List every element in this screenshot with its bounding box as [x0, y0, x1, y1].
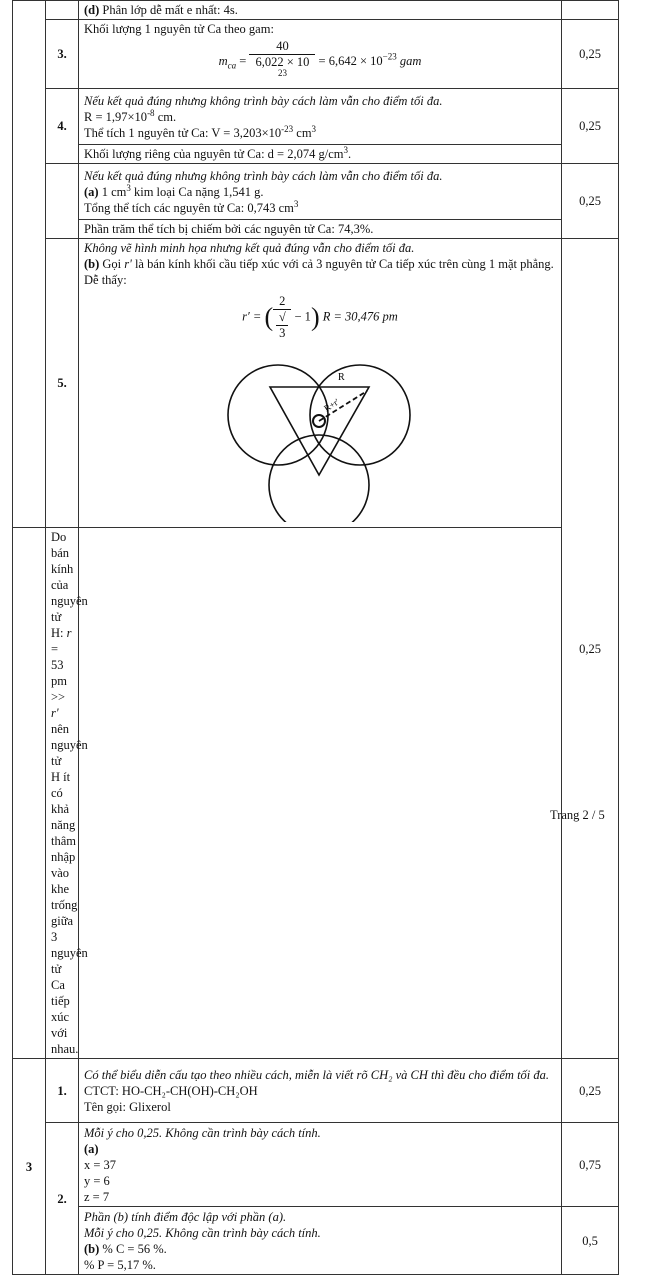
grading-note: Không vẽ hình minh họa nhưng kết quả đúng vẫn cho điểm tối đa. — [84, 241, 415, 255]
subquestion-cell — [46, 164, 79, 239]
table-row — [13, 1, 619, 20]
triangle — [270, 387, 369, 475]
subquestion-number: 4. — [46, 89, 79, 164]
answer-cell — [79, 1207, 562, 1275]
table-row — [13, 1123, 619, 1207]
table-row — [13, 1059, 619, 1123]
subquestion-number: 2. — [46, 1123, 79, 1275]
score: 0,75 — [562, 1123, 619, 1207]
fraction: 40 6,022 × 10 $^{23}$ — [249, 39, 315, 85]
answer-text: Phân lớp dễ mất e nhất: 4s. — [99, 3, 238, 17]
answer-cell: Do bán kính của nguyên tử H: r = 53 pm >> r' nên nguyên tử H ít có khả năng thâm nhập vào khe trống giữa 3 nguyên tử Ca tiếp xúc với nhau. — [46, 528, 79, 1059]
spheres-figure — [84, 343, 556, 526]
answer-text: Tổng thể tích các nguyên tử Ca: 0,743 $cm^3$ — [84, 198, 299, 215]
answer-text: (a) 1 $cm^3$ kim loại Ca nặng 1,541 g. — [84, 182, 264, 199]
subquestion-cell — [46, 1, 79, 20]
part-label: (d) — [84, 3, 100, 17]
subquestion-number: 5. — [46, 239, 79, 528]
answer-text: (b) Gọi r' là bán kính khối cầu tiếp xúc với cả 3 nguyên tử Ca tiếp xúc trên cùng 1 mặt phẳng. Dễ thấy: — [84, 257, 554, 287]
table-row — [13, 89, 619, 145]
answer-text: Tên gọi: Glixerol — [84, 1099, 171, 1114]
answer-cell — [79, 239, 562, 528]
grading-note: Có thể biểu diễn cấu tạo theo nhiều cách, miễn là viết rõ CH₂ và CH thì đều cho điểm tối đa. — [84, 1067, 550, 1082]
sphere-left — [228, 365, 328, 465]
three-spheres-diagram — [215, 347, 425, 522]
subquestion-number: 1. — [46, 1059, 79, 1123]
answer-cell — [79, 1059, 562, 1123]
grading-note: Mỗi ý cho 0,25. Không cần trình bày cách tính. — [84, 1125, 321, 1140]
subquestion-number: 3. — [46, 20, 79, 89]
answer-cell: Khối lượng riêng của nguyên tử Ca: d = 2,074 $g/cm^3$. — [79, 145, 562, 164]
table-row — [13, 145, 619, 164]
score: 0,25 — [562, 89, 619, 164]
answer-table — [12, 0, 619, 1275]
score: 0,25 — [562, 239, 619, 1059]
table-row — [13, 164, 619, 220]
table-row — [13, 528, 619, 1059]
table-row — [13, 220, 619, 239]
answer-cell — [79, 20, 562, 89]
grading-note: Nếu kết quả đúng nhưng không trình bày cách làm vẫn cho điểm tối đa. — [84, 93, 443, 108]
sphere-right — [310, 365, 410, 465]
label-r: R — [338, 372, 345, 383]
score-cell — [562, 1, 619, 20]
grading-note: Mỗi ý cho 0,25. Không cần trình bày cách tính. — [84, 1225, 321, 1240]
table-row — [13, 1207, 619, 1275]
answer-text: (b) % C = 56 %. — [84, 1241, 167, 1256]
answer-text: x = 37 — [84, 1157, 117, 1172]
sphere-bottom — [269, 435, 369, 522]
grading-note: Nếu kết quả đúng nhưng không trình bày cách làm vẫn cho điểm tối đa. — [84, 168, 443, 183]
answer-cell — [79, 1, 562, 20]
answer-text: Khối lượng 1 nguyên tử Ca theo gam: — [84, 22, 274, 36]
answer-cell — [79, 164, 562, 220]
table-row — [13, 239, 619, 528]
answer-cell — [79, 89, 562, 145]
answer-text: % P = 5,17 %. — [84, 1257, 156, 1272]
page-number: Trang 2 / 5 — [550, 808, 605, 822]
answer-cell — [79, 1123, 562, 1207]
radius-formula: r′ = ( 2 √ 3 − 1) R = 30,476 pm — [242, 294, 398, 340]
score: 0,25 — [562, 164, 619, 239]
answer-text: z = 7 — [84, 1189, 110, 1204]
score: 0,5 — [562, 1207, 619, 1275]
volume-line: Thể tích 1 nguyên tử Ca: $V = 3,203\times 10^{-23}$ $cm^3$ — [84, 123, 317, 140]
answer-cell: Phần trăm thể tích bị chiếm bởi các nguyên tử Ca: 74,3%. — [79, 220, 562, 239]
answer-text: CTCT: HO-CH₂-CH(OH)-CH₂OH — [84, 1083, 258, 1098]
part-label: (a) — [84, 1141, 99, 1156]
question-number: 3 — [13, 1059, 46, 1275]
question-cell — [13, 1, 46, 528]
label-r-plus-r: R+r' — [322, 396, 341, 414]
answer-text: y = 6 — [84, 1173, 110, 1188]
table-row — [13, 20, 619, 89]
grading-note: Phần (b) tính điểm độc lập với phần (a). — [84, 1209, 287, 1224]
mass-formula: $m_{ca}$ = 40 6,022 × 10 $^{23}$ = $6,642 \times 10^{-23}$ gam — [84, 37, 556, 87]
radius-line: $R = 1,97\times 10^{-8}$ cm. — [84, 107, 177, 124]
score: 0,25 — [562, 20, 619, 89]
score: 0,25 — [562, 1059, 619, 1123]
subquestion-cell — [13, 528, 46, 1059]
